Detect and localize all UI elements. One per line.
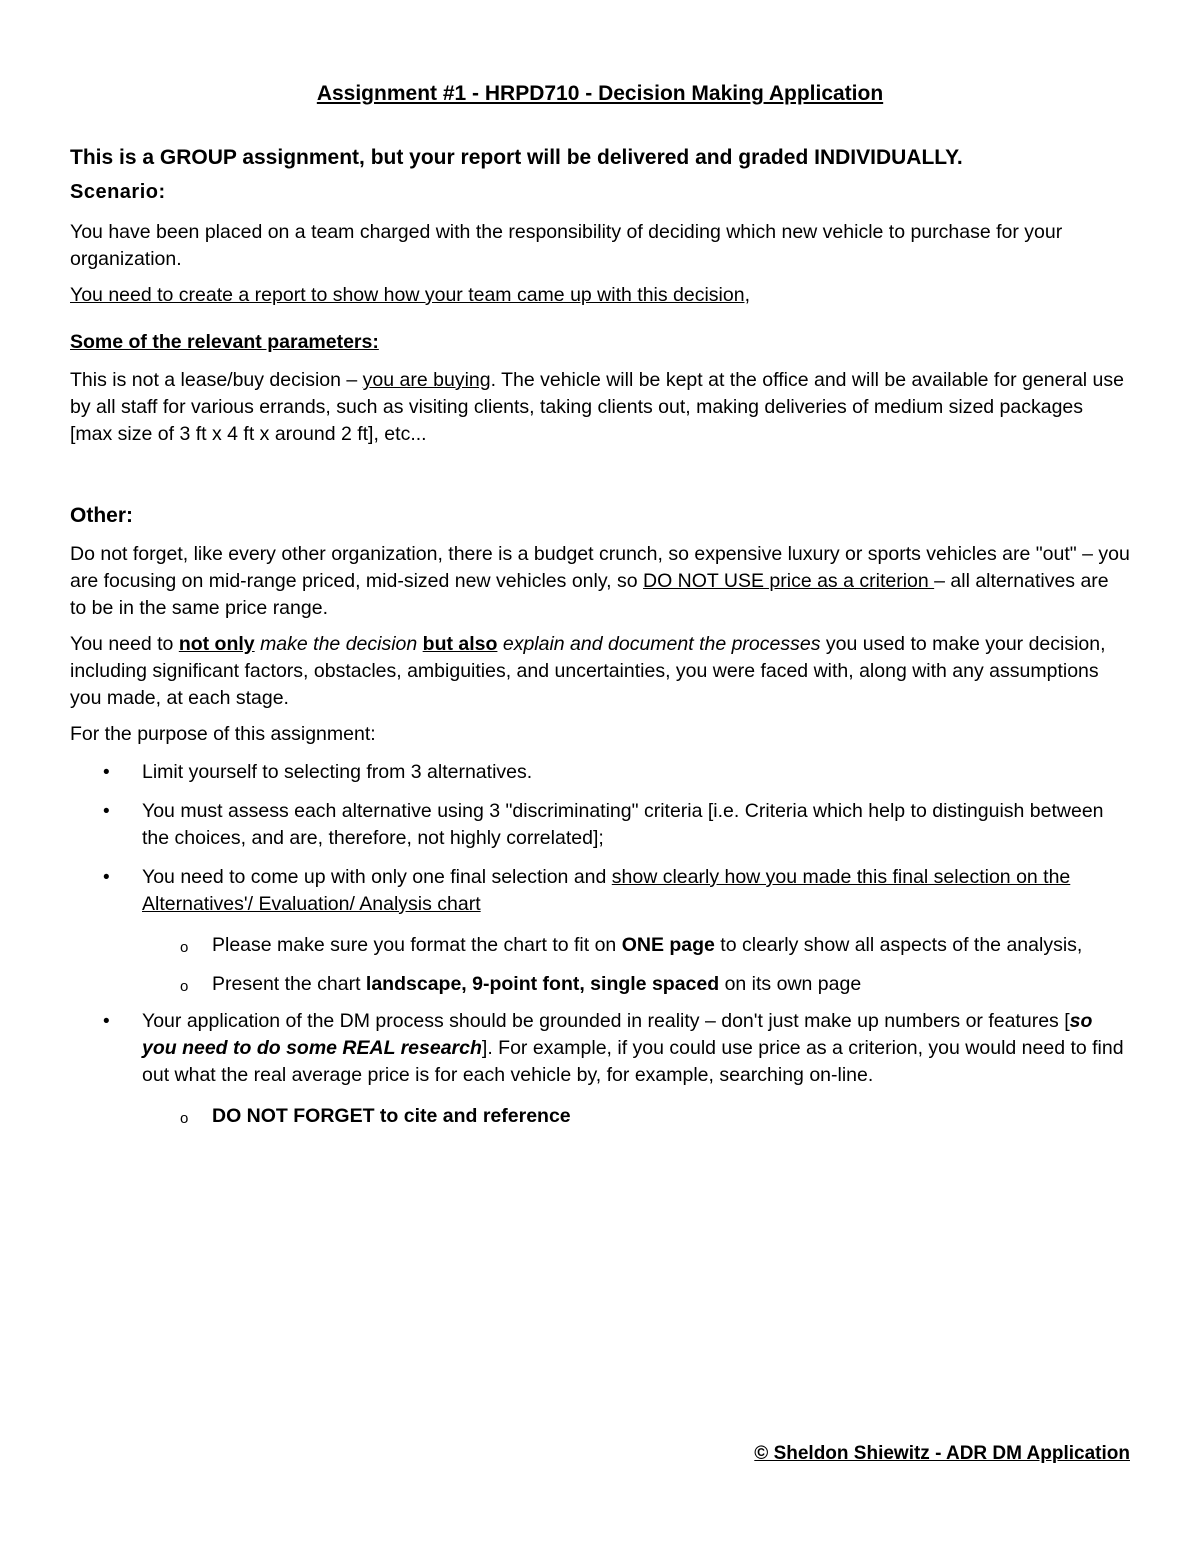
bullet-underlined: show clearly how you made this final selection on the Alternatives'/ Evaluation/ Analysis chart xyxy=(142,866,1071,915)
sub-text-bold: ONE page xyxy=(621,934,715,956)
chart-sub-list xyxy=(142,932,1130,998)
notice-text: This is a GROUP assignment, but your report will be delivered and graded xyxy=(70,146,815,169)
process-not-only: not only xyxy=(178,633,255,655)
list-item xyxy=(142,971,1130,998)
bullet-icon: • xyxy=(103,801,110,822)
scenario-paragraph: You have been placed on a team charged with the responsibility of deciding which new vehicle to purchase for your organization. xyxy=(70,221,1063,270)
bullet-icon: • xyxy=(103,1011,110,1032)
other-heading: Other: xyxy=(70,504,133,527)
process-text-a: You need to xyxy=(70,633,179,655)
sub-bullet-icon: o xyxy=(180,1110,189,1127)
process-text-rest: you used to make your decision, including significant factors, obstacles, ambiguities, and uncertainties, you were faced with, along with any assumptions you made, at each stage. xyxy=(70,633,1106,709)
list-item xyxy=(70,1008,1130,1130)
sub-text-c: to clearly show all aspects of the analysis, xyxy=(714,934,1083,956)
list-item xyxy=(142,1103,1130,1130)
process-explain-document: explain and document the processes xyxy=(502,633,821,655)
process-but-also: but also xyxy=(422,633,498,655)
purpose-line: For the purpose of this assignment: xyxy=(70,723,376,745)
bullet-icon: • xyxy=(103,867,110,888)
bullet-text: Limit yourself to selecting from 3 alternatives. xyxy=(142,761,533,783)
list-item xyxy=(70,759,1130,786)
report-requirement: You need to create a report to show how your team came up with this decision, xyxy=(70,284,750,306)
bullet-text-research: so you need to do some REAL research xyxy=(142,1010,1093,1059)
budget-text-post: – all alternatives are to be in the same price range. xyxy=(70,570,1109,619)
process-make-decision: make the decision xyxy=(260,633,418,655)
budget-underlined: DO NOT USE price as a criterion xyxy=(643,570,935,592)
sub-text-a: Please make sure you format the chart to fit on xyxy=(212,934,622,956)
sub-bullet-icon: o xyxy=(180,939,189,956)
budget-text-pre: Do not forget, like every other organization, there is a budget crunch, so expensive luxury or sports vehicles are "out" – you are focusing on mid-range priced, mid-sized new vehicles only, so xyxy=(70,543,1130,592)
assignment-title: Assignment #1 - HRPD710 - Decision Making Application xyxy=(316,82,884,105)
params-text-post: . The vehicle will be kept at the office and will be available for general use by all staff for various errands, such as visiting clients, taking clients out, making deliveries of medium sized packages [max size of 3 ft x 4 ft x around 2 ft], etc... xyxy=(70,369,1125,445)
parameters-paragraph xyxy=(70,367,1130,448)
sub-text-c: on its own page xyxy=(719,973,862,995)
bullet-text-c: ]. For example, if you could use price as a criterion, you would need to find out what the real average price is for each vehicle by, for example, searching on-line. xyxy=(142,1037,1124,1086)
process-paragraph xyxy=(70,631,1130,712)
bullet-icon: • xyxy=(103,762,110,783)
params-underlined: you are buying xyxy=(362,369,491,391)
cite-sub-list xyxy=(142,1103,1130,1130)
parameters-heading: Some of the relevant parameters: xyxy=(70,331,379,353)
sub-text-bold: landscape, 9-point font, single spaced xyxy=(365,973,720,995)
bullet-text: You must assess each alternative using 3 "discriminating" criteria [i.e. Criteria which help to distinguish between the choices, and are, therefore, not highly correlated]; xyxy=(142,800,1104,849)
params-text-pre: This is not a lease/buy decision – xyxy=(70,369,363,391)
sub-text-a: Present the chart xyxy=(212,973,366,995)
notice-emphasis: INDIVIDUALLY. xyxy=(814,146,963,169)
sub-bullet-icon: o xyxy=(180,978,189,995)
bullet-text: You need to come up with only one final selection and xyxy=(142,866,612,888)
list-item xyxy=(70,864,1130,998)
scenario-heading: Scenario: xyxy=(70,181,166,203)
bullet-text-a: Your application of the DM process should be grounded in reality – don't just make up numbers or features [ xyxy=(142,1010,1070,1032)
document-page xyxy=(70,82,1130,1142)
list-item xyxy=(70,798,1130,852)
list-item xyxy=(142,932,1130,959)
group-assignment-notice xyxy=(70,144,1130,171)
copyright-footer: © Sheldon Shiewitz - ADR DM Application xyxy=(754,1443,1130,1464)
budget-paragraph xyxy=(70,541,1130,622)
requirements-list xyxy=(70,759,1130,1130)
cite-reference-text: DO NOT FORGET to cite and reference xyxy=(212,1105,571,1127)
